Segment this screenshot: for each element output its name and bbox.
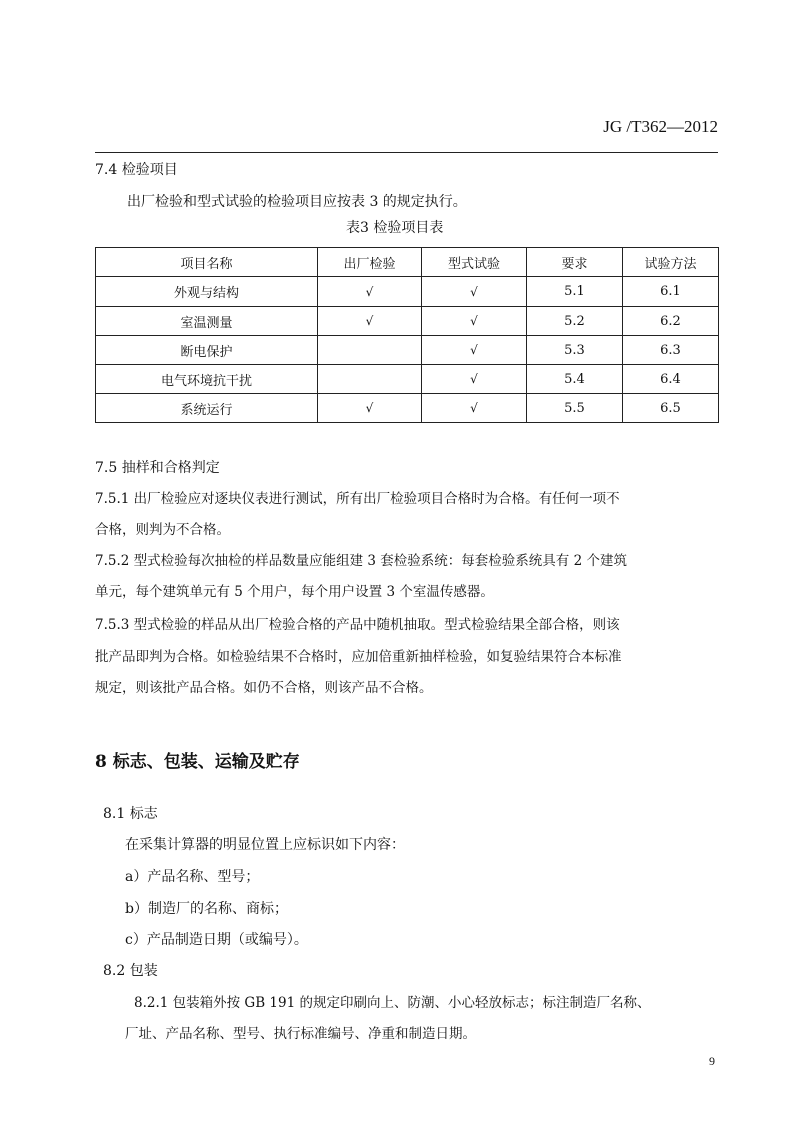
cell-requirement: 5.4 — [527, 365, 623, 394]
cell-factory-check — [318, 336, 422, 365]
clause-7-5-3-line2: 批产品即判为合格。如检验结果不合格时，应加倍重新抽样检验，如复验结果符合本标准 — [95, 649, 622, 665]
clause-7-5-2-line1: 7.5.2 型式检验每次抽检的样品数量应能组建 3 套检验系统：每套检验系统具有 2 个建筑 — [95, 553, 627, 569]
page-number: 9 — [709, 1054, 715, 1068]
header-rule — [95, 152, 718, 153]
cell-method: 6.2 — [623, 307, 719, 336]
list-item-c: c）产品制造日期（或编号）。 — [125, 932, 308, 948]
cell-item-name: 外观与结构 — [96, 277, 318, 307]
table-row — [96, 307, 719, 336]
col-header-item-name: 项目名称 — [96, 248, 318, 277]
cell-type-test-check: √ — [422, 307, 527, 336]
clause-7-5-1-line1: 7.5.1 出厂检验应对逐块仪表进行测试，所有出厂检验项目合格时为合格。有任何一项不 — [95, 491, 620, 507]
standard-code: JG /T362—2012 — [603, 117, 718, 136]
table-row — [96, 394, 719, 423]
cell-method: 6.1 — [623, 277, 719, 307]
list-item-a: a）产品名称、型号； — [125, 869, 260, 885]
cell-factory-check: √ — [318, 277, 422, 307]
table-row — [96, 277, 719, 307]
table-row — [96, 336, 719, 365]
table-header-row — [96, 248, 719, 277]
clause-7-5-3-line3: 规定，则该批产品合格。如仍不合格，则该产品不合格。 — [95, 680, 433, 696]
cell-requirement: 5.1 — [527, 277, 623, 307]
list-item-b: b）制造厂的名称、商标； — [125, 901, 288, 917]
cell-requirement: 5.3 — [527, 336, 623, 365]
clause-8-2-1-line1: 8.2.1 包装箱外按 GB 191 的规定印刷向上、防潮、小心轻放标志；标注制造厂名称、 — [134, 995, 651, 1011]
inspection-table — [95, 247, 719, 423]
col-header-test-method: 试验方法 — [623, 248, 719, 277]
cell-type-test-check: √ — [422, 336, 527, 365]
cell-method: 6.5 — [623, 394, 719, 423]
cell-item-name: 断电保护 — [96, 336, 318, 365]
cell-factory-check: √ — [318, 307, 422, 336]
cell-requirement: 5.2 — [527, 307, 623, 336]
section-8-2-heading: 8.2 包装 — [103, 963, 158, 979]
section-8-1-heading: 8.1 标志 — [103, 806, 158, 822]
cell-item-name: 系统运行 — [96, 394, 318, 423]
cell-factory-check: √ — [318, 394, 422, 423]
cell-type-test-check: √ — [422, 365, 527, 394]
cell-item-name: 电气环境抗干扰 — [96, 365, 318, 394]
section-8-1-intro: 在采集计算器的明显位置上应标识如下内容： — [125, 837, 405, 853]
section-7-5-heading: 7.5 抽样和合格判定 — [95, 460, 220, 476]
cell-type-test-check: √ — [422, 277, 527, 307]
cell-requirement: 5.5 — [527, 394, 623, 423]
clause-7-5-2-line2: 单元，每个建筑单元有 5 个用户，每个用户设置 3 个室温传感器。 — [95, 584, 494, 600]
col-header-requirement: 要求 — [527, 248, 623, 277]
col-header-factory-inspection: 出厂检验 — [318, 248, 422, 277]
cell-item-name: 室温测量 — [96, 307, 318, 336]
col-header-type-test: 型式试验 — [422, 248, 527, 277]
clause-8-2-1-line2: 厂址、产品名称、型号、执行标准编号、净重和制造日期。 — [125, 1026, 476, 1042]
clause-7-5-3-line1: 7.5.3 型式检验的样品从出厂检验合格的产品中随机抽取。型式检验结果全部合格，则该 — [95, 617, 620, 633]
cell-factory-check — [318, 365, 422, 394]
table-caption: 表3 检验项目表 — [346, 220, 444, 236]
cell-method: 6.3 — [623, 336, 719, 365]
cell-type-test-check: √ — [422, 394, 527, 423]
section-8-heading: 8 标志、包装、运输及贮存 — [95, 752, 300, 772]
clause-7-5-1-line2: 合格，则判为不合格。 — [95, 522, 230, 538]
section-7-4-heading: 7.4 检验项目 — [95, 162, 178, 178]
table-row — [96, 365, 719, 394]
section-7-4-intro: 出厂检验和型式试验的检验项目应按表 3 的规定执行。 — [127, 194, 467, 210]
cell-method: 6.4 — [623, 365, 719, 394]
